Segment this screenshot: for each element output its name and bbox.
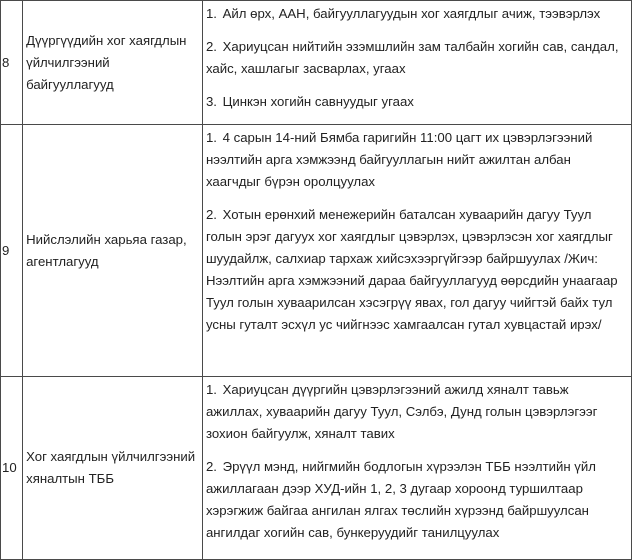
action-number: 2.	[205, 459, 217, 474]
action-number: 2.	[205, 207, 217, 222]
actions-cell	[202, 377, 631, 560]
actions-cell	[202, 125, 631, 377]
action-number: 1.	[205, 130, 217, 145]
row-number: 10	[1, 377, 23, 560]
action-item	[206, 456, 628, 544]
action-item	[206, 91, 628, 113]
organization-cell: Дүүргүүдийн хог хаягдлын үйлчилгээний байгууллагууд	[23, 1, 203, 125]
action-text: Хариуцсан дүүргийн цэвэрлэгээний ажилд хяналт тавьж ажиллах, хуваарийн дагуу Туул, Сэлбэ, Дунд голын цэвэрлэгээг зохион байгуулж, хяналт тавих	[205, 382, 598, 441]
action-number: 1.	[205, 6, 217, 21]
action-number: 1.	[205, 382, 217, 397]
action-text: Эрүүл мэнд, нийгмийн бодлогын хүрээлэн ТББ нээлтийн үйл ажиллагаан дээр ХУД-ийн 1, 2, 3 дугаар хороонд туршилтаар хэрэгжиж байгаа ангилан ялгах төслийн хүрээнд байршуулсан ангилдаг хогийн сав, бункеруудийг танилцуулах	[205, 459, 596, 540]
action-number: 2.	[205, 39, 217, 54]
table-row	[1, 377, 632, 560]
action-text: Хариуцсан нийтийн эзэмшлийн зам талбайн хогийн сав, сандал, хайс, хашлагыг засварлах, угаах	[205, 39, 619, 76]
action-item	[206, 204, 628, 336]
row-number: 8	[1, 1, 23, 125]
action-item	[206, 379, 628, 445]
actions-cell	[202, 1, 631, 125]
organization-cell: Хог хаягдлын үйлчилгээний хяналтын ТББ	[23, 377, 203, 560]
table-row	[1, 125, 632, 377]
action-item	[206, 127, 628, 193]
row-number: 9	[1, 125, 23, 377]
action-text: Хотын ерөнхий менежерийн баталсан хуваарийн дагуу Туул голын эрэг дагуух хог хаягдлыг цэвэрлэх, цэвэрлэсэн хог хаягдлыг шуудайлж, салхиар тархаж хийсэхээргүйгээр байршуулах /Жич: Нээлтийн арга хэмжээний дараа байгууллагууд өөрсдийн унаагаар Туул голын хуваарилсан хэсэгрүү явах, гол дагуу чийгтэй байх тул усны гуталт эсхүл ус чийгнээс хамгаалсан гутал хувцастай ирэх/	[205, 207, 618, 332]
action-text: 4 сарын 14-ний Бямба гаригийн 11:00 цагт их цэвэрлэгээний нээлтийн арга хэмжээнд байгууллагын нийт ажилтан албан хаагчдыг бүрэн оролцуулах	[205, 130, 593, 189]
organization-cell: Нийслэлийн харьяа газар, агентлагууд	[23, 125, 203, 377]
action-item	[206, 3, 628, 25]
action-item	[206, 36, 628, 80]
action-number: 3.	[205, 94, 217, 109]
action-text: Айл өрх, ААН, байгууллагуудын хог хаягдлыг ачиж, тээвэрлэх	[222, 6, 601, 21]
table-row	[1, 1, 632, 125]
action-text: Цинкэн хогийн савнуудыг угаах	[222, 94, 414, 109]
